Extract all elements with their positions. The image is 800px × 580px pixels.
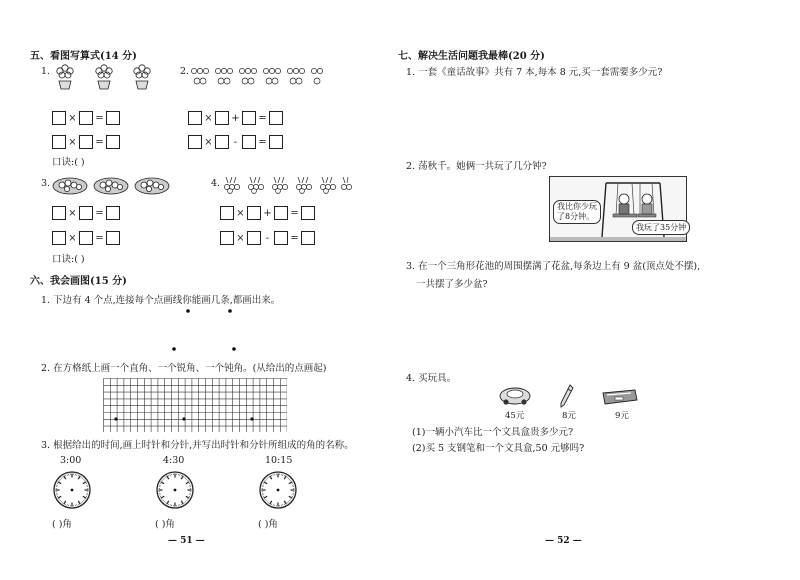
answer-box[interactable] xyxy=(215,135,229,149)
s6-q1-text: 1. 下边有 4 个点,连接每个点画线你能画几条,都画出来。 xyxy=(41,295,281,306)
clock-face-icon[interactable] xyxy=(155,470,195,510)
answer-box[interactable] xyxy=(52,231,66,245)
answer-box[interactable] xyxy=(242,135,256,149)
q1-equation-2: × = xyxy=(52,134,120,150)
q4-equation-1: × + = xyxy=(220,205,315,221)
pencil-case-price: 9元 xyxy=(615,411,629,421)
four-dots-diagram xyxy=(168,305,238,355)
speech-bubble-right: 我玩了35分钟 xyxy=(632,220,690,235)
answer-box[interactable] xyxy=(274,206,288,220)
answer-box[interactable] xyxy=(247,231,261,245)
q1-equation-1: × = xyxy=(52,110,120,126)
flowerpot-icon xyxy=(52,63,164,91)
answer-box[interactable] xyxy=(301,231,315,245)
q2-apple-groups xyxy=(190,63,330,89)
answer-box[interactable] xyxy=(52,135,66,149)
answer-box[interactable] xyxy=(52,111,66,125)
answer-box[interactable] xyxy=(106,231,120,245)
answer-box[interactable] xyxy=(79,135,93,149)
answer-box[interactable] xyxy=(220,206,234,220)
answer-box[interactable] xyxy=(106,135,120,149)
pen-price: 8元 xyxy=(562,411,576,421)
q1-number: 1. xyxy=(41,66,51,77)
toy-car-icon xyxy=(498,384,532,406)
answer-box[interactable] xyxy=(215,111,229,125)
answer-box[interactable] xyxy=(188,135,202,149)
page-number-right: — 52 — xyxy=(545,536,582,546)
q3-equation-1: × = xyxy=(52,205,120,221)
s7-q4-part1: (1)一辆小汽车比一个文具盒贵多少元? xyxy=(412,427,574,438)
q2-equation-2: × - = xyxy=(188,134,283,150)
answer-box[interactable] xyxy=(274,231,288,245)
answer-box[interactable] xyxy=(52,206,66,220)
swing-illustration xyxy=(549,176,687,242)
answer-box[interactable] xyxy=(188,111,202,125)
section-6-title: 六、我会画图(15 分) xyxy=(30,276,127,287)
grid-paper[interactable] xyxy=(103,378,287,432)
s7-q2-text: 2. 荡秋千。她俩一共玩了几分钟? xyxy=(406,161,547,172)
q4-number: 4. xyxy=(211,178,221,189)
q4-cherry-groups xyxy=(222,175,352,195)
q2-number: 2. xyxy=(180,66,190,77)
q3-number: 3. xyxy=(41,178,51,189)
q1-koujue: 口诀:( ) xyxy=(52,157,85,168)
clock-1-answer: ( )角 xyxy=(52,519,72,530)
q1-flowerpots xyxy=(52,63,164,91)
answer-box[interactable] xyxy=(106,111,120,125)
answer-box[interactable] xyxy=(220,231,234,245)
speech-bubble-left: 我比你少玩了8分钟。 xyxy=(553,200,601,224)
pen-icon xyxy=(559,383,575,409)
s6-q3-text: 3. 根据给出的时间,画上时针和分针,并写出时针和分针所组成的角的名称。 xyxy=(41,440,354,451)
s7-q3-line2: 一共摆了多少盆? xyxy=(416,279,488,290)
section-5-title: 五、看图写算式(14 分) xyxy=(30,51,137,62)
clock-1-time: 3:00 xyxy=(60,455,82,466)
clock-2-answer: ( )角 xyxy=(155,519,175,530)
answer-box[interactable] xyxy=(269,135,283,149)
clock-3-answer: ( )角 xyxy=(258,519,278,530)
clock-face-icon[interactable] xyxy=(52,470,92,510)
apple-icon xyxy=(190,63,330,89)
answer-box[interactable] xyxy=(242,111,256,125)
q4-equation-2: × - = xyxy=(220,230,315,246)
q3-equation-2: × = xyxy=(52,230,120,246)
answer-box[interactable] xyxy=(79,206,93,220)
pencil-case-icon xyxy=(601,388,639,406)
cherry-icon xyxy=(222,175,352,195)
s7-q3-line1: 3. 在一个三角形花池的周围摆满了花盆,每条边上有 9 盆(顶点处不摆), xyxy=(406,261,701,272)
s6-q2-text: 2. 在方格纸上画一个直角、一个锐角、一个钝角。(从给出的点画起) xyxy=(41,363,327,374)
answer-box[interactable] xyxy=(106,206,120,220)
answer-box[interactable] xyxy=(79,231,93,245)
s7-q4-text: 4. 买玩具。 xyxy=(406,373,457,384)
q3-plates xyxy=(52,174,172,196)
clock-2-time: 4:30 xyxy=(163,455,185,466)
q3-koujue: 口诀:( ) xyxy=(52,254,85,265)
fruit-plate-icon xyxy=(52,174,172,196)
s7-q1-text: 1. 一套《童话故事》共有 7 本,每本 8 元,买一套需要多少元? xyxy=(406,67,663,78)
q2-equation-1: × + = xyxy=(188,110,283,126)
clock-3-time: 10:15 xyxy=(265,455,293,466)
answer-box[interactable] xyxy=(79,111,93,125)
page-number-left: — 51 — xyxy=(168,536,205,546)
s7-q4-part2: (2)买 5 支钢笔和一个文具盒,50 元够吗? xyxy=(412,443,585,454)
toy-car-price: 45元 xyxy=(505,411,525,421)
section-7-title: 七、解决生活问题我最棒(20 分) xyxy=(398,51,545,62)
clock-face-icon[interactable] xyxy=(258,470,298,510)
answer-box[interactable] xyxy=(269,111,283,125)
answer-box[interactable] xyxy=(301,206,315,220)
answer-box[interactable] xyxy=(247,206,261,220)
